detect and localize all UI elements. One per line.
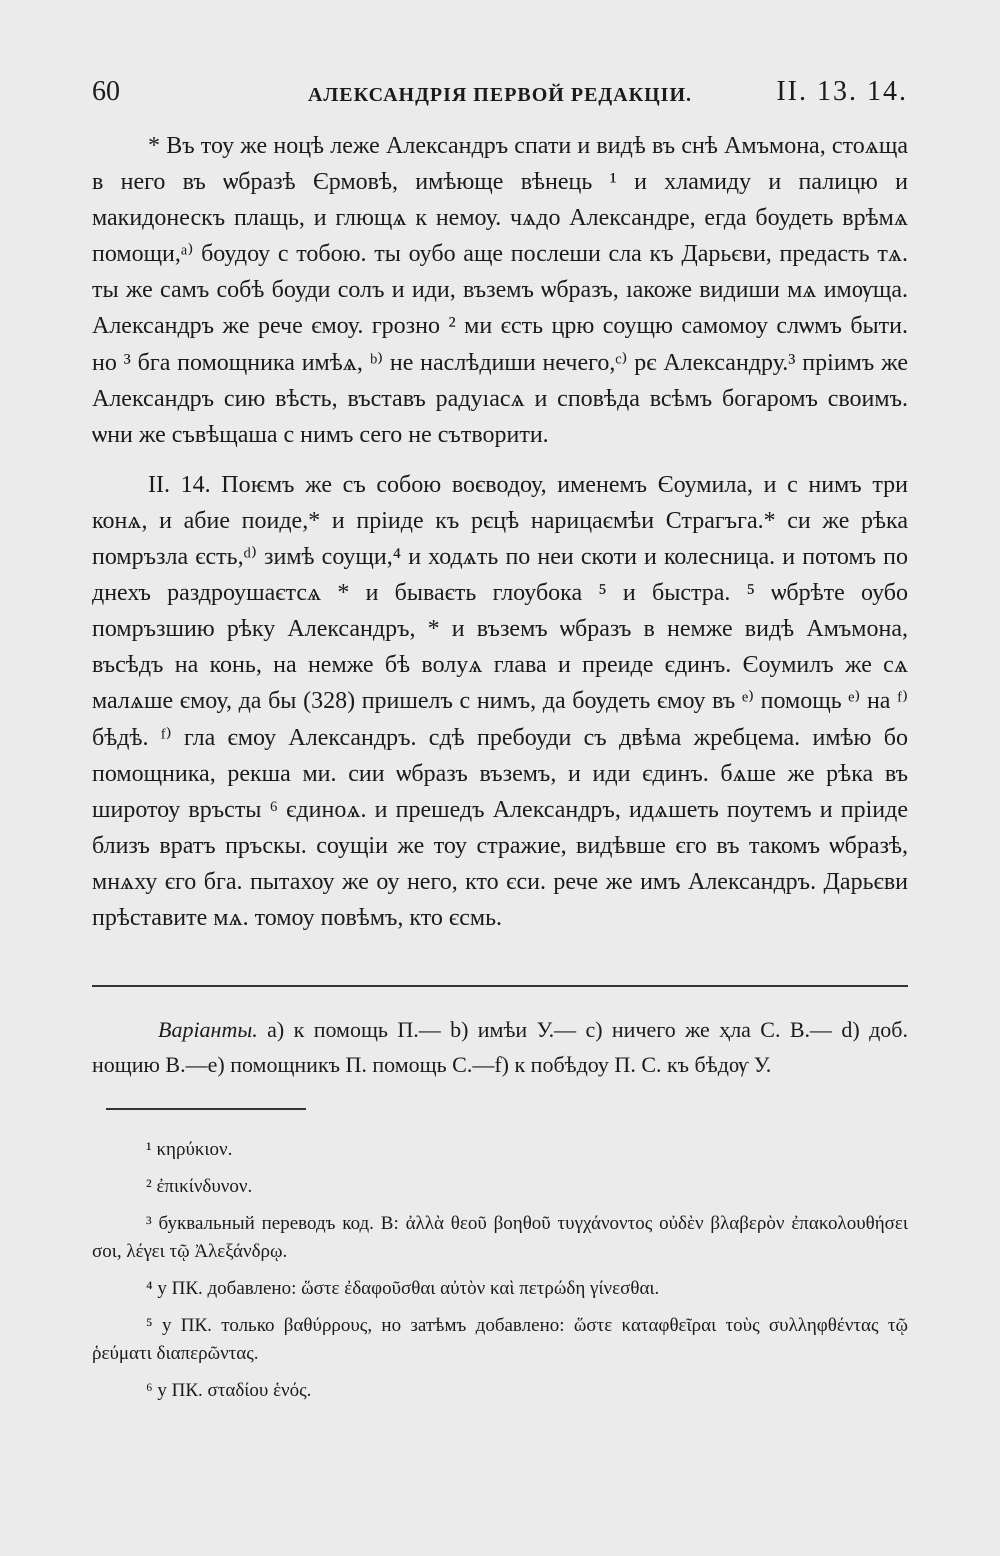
footnote-rule (106, 1108, 306, 1110)
footnote: ⁶ у ПК. σταδίου ἑνός. (146, 1380, 312, 1401)
variants-title: Варіанты. (158, 1017, 258, 1042)
page-number: 60 (92, 76, 120, 107)
variants-readings: a) к помощь П.— b) имѣи У.— c) ничего же ҳла С. В.— d) доб. нощию В.—e) помощникъ П. помощь С.—f) к побѣдоу П. С. къ бѣдѹ У. (92, 1017, 909, 1077)
footnote: ⁵ у ПК. только βαθύρρους, но затѣмъ добавлено: ὥστε καταφθεῖραι τοὺς συλληφθέντας τῷ ῥεύματι διαπερῶντας. (92, 1315, 908, 1364)
running-head: АЛЕКСАНДРІЯ ПЕРВОЙ РЕДАКЦІИ. (307, 84, 693, 106)
footnote: ² ἐπικίνδυνον. (146, 1176, 253, 1197)
page-header (92, 76, 908, 116)
paragraph: * Въ тоу же ноцѣ леже Александръ спати и видѣ въ снѣ Амъмона, стоѧща в него въ ѡбразѣ Єрмовѣ, имѣюще вѣнець ¹ и хламиду и палицю и макидонескъ плащь, и глющѧ к немоу. чѧдо Александре, егда боудеть врѣмѧ помощи,ᵃ⁾ боудоу с тобою. ты оубо аще послеши сла къ Дарьєви, предасть тѧ. ты же самъ собѣ боуди солъ и иди, въземъ ѡбразъ, ıакоже видиши мѧ имѹща. Александръ же рече ємоу. грозно ² ми єсть црю соущю самомоу слѡмъ быти. но ³ бга помощника имѣѧ, ᵇ⁾ не наслѣдиши нечего,ᶜ⁾ рє Александру.³ пріимъ же Александръ сию вѣсть, въставъ радуıасѧ и сповѣда всѣмъ богаромъ своимъ. ѡни же съвѣщаша с нимъ сего не сътворити. (92, 133, 908, 448)
variants-block (92, 1012, 908, 1082)
main-text (92, 128, 908, 936)
footnote: ³ буквальный переводъ код. В: ἀλλὰ θεοῦ βοηθοῦ τυγχάνοντος οὐδὲν βλαβερὸν ἐπακολουθήσει σοι, λέγει τῷ Ἀλεξάνδρῳ. (92, 1213, 908, 1262)
section-number: II. 13. 14. (776, 76, 908, 107)
footnotes (92, 1136, 908, 1414)
footnote: ⁴ у ПК. добавлено: ὥστε ἐδαφοῦσθαι αὐτὸν καὶ πετρώδη γίνεσθαι. (146, 1278, 660, 1299)
page (92, 0, 908, 1556)
variants-text (92, 1012, 908, 1082)
footnote: ¹ κηρύκιον. (146, 1139, 233, 1160)
paragraph: II. 14. Поѥмъ же съ собою воєводоу, именемъ Єоумила, и с нимъ три конѧ, и абие поиде,* и пріиде къ рєцѣ нарицаємѣи Страгъга.* си же рѣка помръзла єсть,ᵈ⁾ зимѣ соущи,⁴ и ходѧть по неи скоти и колесница. и потомъ по днехъ раздроушаєтсѧ * и бываєть глоубока ⁵ и быстра. ⁵ ѡбрѣте оубо помръзшию рѣку Александръ, * и въземъ ѡбразъ в немже видѣ Амъмона, въсѣдъ на конь, на немже бѣ волуѧ глава и преиде єдинъ. Єоумилъ же сѧ малѧше ємоу, да бы (328) пришелъ с нимъ, да боудеть ємоу въ ᵉ⁾ помощь ᵉ⁾ на ᶠ⁾ бѣдѣ. ᶠ⁾ гла ємоу Александръ. сдѣ пребоуди съ двѣма жребцема. имѣю бо помощника, рекша ми. сии ѡбразъ въземъ, и иди єдинъ. бѧше же рѣка въ широтоу връсты ⁶ єдиноѧ. и прешедъ Александръ, идѧшеть поутемъ и пріиде близъ вратъ пръскы. соущіи же тоу стражие, видѣвше єго въ такомъ ѡбразѣ, мнѧху єго бга. пытахоу же оу него, кто єси. рече же имъ Александръ. Дарьєви прѣставите мѧ. томоу повѣмъ, кто єсмь. (92, 471, 908, 931)
separator-rule (92, 985, 908, 987)
